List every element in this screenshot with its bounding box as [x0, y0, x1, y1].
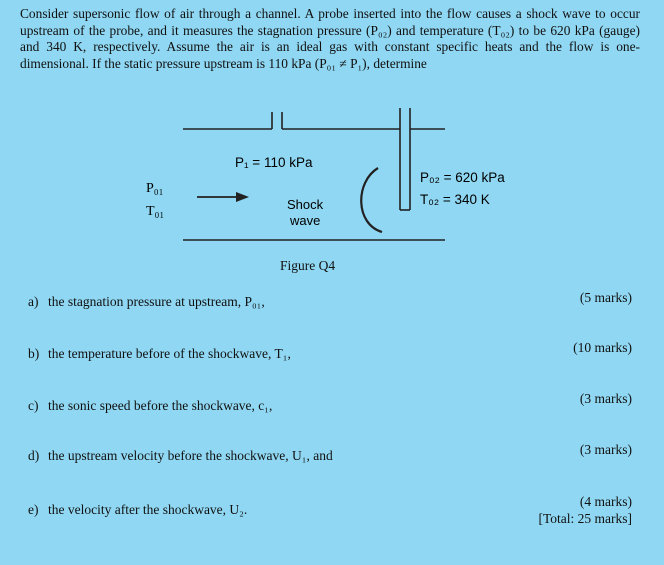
total-marks: [Total: 25 marks]: [538, 511, 632, 526]
question-text: the upstream velocity before the shockwave, U₁, and: [48, 448, 333, 463]
p01-label: P₀₁: [146, 181, 164, 196]
question-e-marks: (4 marks): [579, 494, 632, 509]
p1-label: P₁ = 110 kPa: [235, 155, 313, 170]
flow-arrow-head: [236, 192, 249, 202]
question-text: the temperature before of the shockwave, T₁,: [48, 346, 291, 361]
question-letter: b): [28, 346, 40, 361]
question-a: [28, 294, 265, 310]
figure-q4: [0, 100, 664, 290]
question-c-marks: (3 marks): [579, 391, 632, 406]
question-b-marks: (10 marks): [573, 340, 632, 355]
t02-label: T₀₂ = 340 K: [420, 192, 490, 207]
p02-label: P₀₂ = 620 kPa: [420, 170, 505, 185]
question-text: the sonic speed before the shockwave, c₁,: [48, 398, 273, 413]
t01-label: T₀₁: [146, 204, 165, 219]
shock-label-line1: Shock: [287, 197, 324, 212]
shock-wave-curve: [361, 168, 382, 232]
question-letter: a): [28, 294, 39, 309]
shock-label-line2: wave: [290, 213, 321, 228]
question-d-marks: (3 marks): [579, 442, 632, 457]
question-a-marks: (5 marks): [579, 290, 632, 305]
question-letter: d): [28, 448, 40, 463]
question-letter: c): [28, 398, 39, 413]
problem-statement: Consider supersonic flow of air through a channel. A probe inserted into the flow causes a shock wave to occur upstream of the probe, and it measures the stagnation pressure (P₀₂) and temperature (T₀₂) to be 620 kPa (gauge) and 340 K, respectively. Assume the air is an ideal gas with constant specific heats and the flow is one-dimensional. If the static pressure upstream is 110 kPa (P₀₁ ≠ P₁), determine: [20, 6, 640, 71]
question-text: the velocity after the shockwave, U₂.: [48, 502, 248, 517]
question-c: [28, 398, 272, 414]
question-e: [28, 502, 247, 518]
figure-caption: Figure Q4: [280, 258, 336, 273]
question-d: [28, 448, 333, 464]
question-text: the stagnation pressure at upstream, P₀₁,: [48, 294, 265, 309]
question-b: [28, 346, 291, 362]
question-letter: e): [28, 502, 39, 517]
